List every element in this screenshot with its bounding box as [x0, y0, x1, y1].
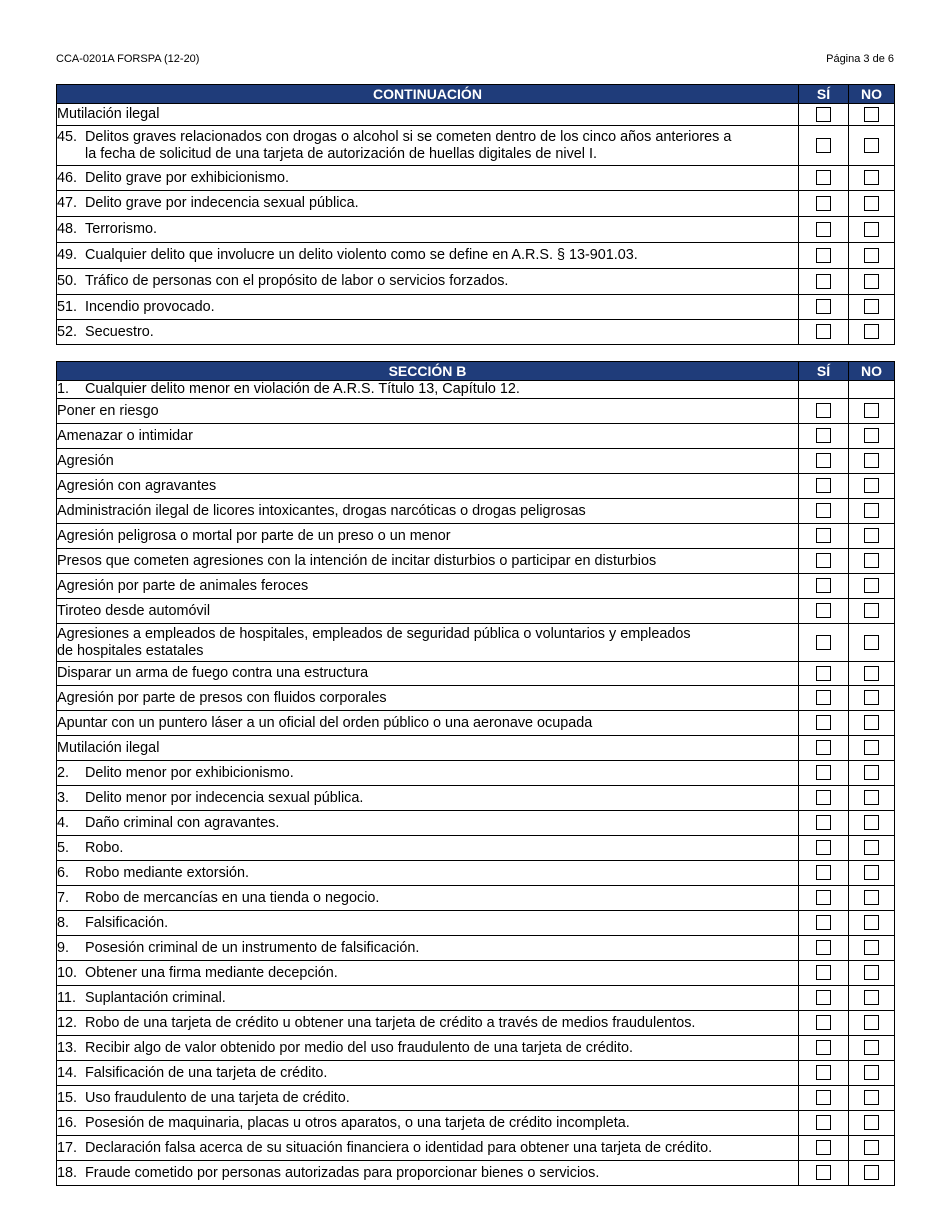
yes-checkbox[interactable] — [816, 666, 831, 681]
row-text: Uso fraudulento de una tarjeta de crédito. — [85, 1089, 350, 1106]
no-checkbox[interactable] — [864, 324, 879, 339]
yes-checkbox[interactable] — [816, 196, 831, 211]
yes-checkbox[interactable] — [816, 790, 831, 805]
no-checkbox[interactable] — [864, 196, 879, 211]
no-checkbox[interactable] — [864, 815, 879, 830]
yes-checkbox[interactable] — [816, 940, 831, 955]
no-checkbox[interactable] — [864, 1065, 879, 1080]
row-text: Tráfico de personas con el propósito de labor o servicios forzados. — [85, 273, 509, 289]
no-checkbox[interactable] — [864, 603, 879, 618]
row-number: 8. — [57, 914, 70, 931]
subitem-text: Administración ilegal de licores intoxicantes, drogas narcóticas o drogas peligrosas — [57, 499, 799, 524]
row-number: 48. — [57, 221, 78, 237]
yes-checkbox[interactable] — [816, 324, 831, 339]
yes-checkbox[interactable] — [816, 1115, 831, 1130]
no-checkbox[interactable] — [864, 528, 879, 543]
yes-checkbox[interactable] — [816, 503, 831, 518]
no-checkbox[interactable] — [864, 1040, 879, 1055]
yes-checkbox[interactable] — [816, 1090, 831, 1105]
row-text: Terrorismo. — [85, 221, 157, 237]
no-checkbox[interactable] — [864, 170, 879, 185]
table-row — [57, 295, 895, 320]
row-text: Incendio provocado. — [85, 298, 215, 315]
row-text: Declaración falsa acerca de su situación financiera o identidad para obtener una tarjeta de crédito. — [85, 1139, 713, 1156]
no-checkbox[interactable] — [864, 1115, 879, 1130]
table-row — [57, 1086, 895, 1111]
yes-checkbox[interactable] — [816, 453, 831, 468]
row-number: 4. — [57, 814, 70, 831]
no-checkbox[interactable] — [864, 715, 879, 730]
table-row — [57, 320, 895, 345]
list-item — [57, 736, 895, 761]
table-row — [57, 126, 895, 166]
section-b-header — [57, 362, 895, 381]
row-number: 1. — [57, 381, 70, 397]
yes-checkbox[interactable] — [816, 222, 831, 237]
row-text: Delito menor por indecencia sexual pública. — [85, 789, 364, 806]
subitem-text: Tiroteo desde automóvil — [57, 599, 799, 624]
row-number: 9. — [57, 939, 70, 956]
row-text: Delitos graves relacionados con drogas o alcohol si se cometen dentro de los cinco años anteriores a — [85, 128, 732, 145]
list-item — [57, 399, 895, 424]
row-text: Falsificación. — [85, 914, 169, 931]
row-number: 18. — [57, 1164, 78, 1181]
row-text: Cualquier delito que involucre un delito violento como se define en A.R.S. § 13-901.03. — [85, 247, 638, 263]
no-checkbox[interactable] — [864, 740, 879, 755]
list-item — [57, 424, 895, 449]
table-row — [57, 1136, 895, 1161]
section-a-header — [57, 85, 895, 104]
row-number: 51. — [57, 298, 78, 315]
row-number: 17. — [57, 1139, 78, 1156]
yes-checkbox[interactable] — [816, 635, 831, 650]
list-item — [57, 662, 895, 686]
table-row — [57, 961, 895, 986]
list-item — [57, 574, 895, 599]
subitem-text-continued: de hospitales estatales — [57, 642, 204, 659]
row-number: 49. — [57, 247, 78, 263]
no-column-header: NO — [849, 362, 895, 381]
no-checkbox[interactable] — [864, 765, 879, 780]
no-checkbox[interactable] — [864, 107, 879, 122]
list-item — [57, 624, 895, 662]
row-text: Obtener una firma mediante decepción. — [85, 964, 338, 981]
table-row — [57, 1011, 895, 1036]
list-item — [57, 499, 895, 524]
list-item — [57, 524, 895, 549]
yes-checkbox[interactable] — [816, 1140, 831, 1155]
table-row — [57, 836, 895, 861]
table-row — [57, 861, 895, 886]
table-row — [57, 811, 895, 836]
no-checkbox[interactable] — [864, 428, 879, 443]
row-text: Cualquier delito menor en violación de A.R.S. Título 13, Capítulo 12. — [85, 381, 520, 397]
yes-checkbox[interactable] — [816, 478, 831, 493]
subitem-text: Apuntar con un puntero láser a un oficial del orden público o una aeronave ocupada — [57, 711, 799, 736]
no-checkbox[interactable] — [864, 578, 879, 593]
table-row — [57, 986, 895, 1011]
yes-checkbox[interactable] — [816, 1065, 831, 1080]
yes-checkbox[interactable] — [816, 578, 831, 593]
no-checkbox[interactable] — [864, 915, 879, 930]
yes-checkbox[interactable] — [816, 1015, 831, 1030]
row-text: Recibir algo de valor obtenido por medio del uso fraudulento de una tarjeta de crédito. — [85, 1039, 633, 1056]
no-checkbox[interactable] — [864, 865, 879, 880]
table-row — [57, 243, 895, 269]
no-checkbox[interactable] — [864, 840, 879, 855]
row-number: 50. — [57, 273, 78, 289]
no-checkbox[interactable] — [864, 1090, 879, 1105]
yes-checkbox[interactable] — [816, 715, 831, 730]
yes-checkbox[interactable] — [816, 815, 831, 830]
yes-checkbox[interactable] — [816, 428, 831, 443]
subitem-text: Agresión con agravantes — [57, 474, 799, 499]
no-checkbox[interactable] — [864, 222, 879, 237]
row-number: 3. — [57, 789, 70, 806]
section-b-title: SECCIÓN B — [57, 362, 799, 381]
table-row — [57, 1061, 895, 1086]
no-checkbox[interactable] — [864, 940, 879, 955]
page-number: Página 3 de 6 — [826, 53, 894, 65]
row-number: 12. — [57, 1014, 78, 1031]
yes-checkbox[interactable] — [816, 765, 831, 780]
row-text: Fraude cometido por personas autorizadas para proporcionar bienes o servicios. — [85, 1164, 600, 1181]
subitem-text: Poner en riesgo — [57, 399, 799, 424]
row-text: Robo mediante extorsión. — [85, 864, 249, 881]
table-row — [57, 166, 895, 191]
row-number: 10. — [57, 964, 78, 981]
yes-checkbox[interactable] — [816, 915, 831, 930]
no-checkbox[interactable] — [864, 274, 879, 289]
yes-checkbox[interactable] — [816, 740, 831, 755]
table-row — [57, 786, 895, 811]
subitem-text: Agresión por parte de presos con fluidos corporales — [57, 686, 799, 711]
yes-checkbox[interactable] — [816, 299, 831, 314]
row-number: 16. — [57, 1114, 78, 1131]
table-row — [57, 1111, 895, 1136]
no-checkbox[interactable] — [864, 248, 879, 263]
row-number: 13. — [57, 1039, 78, 1056]
table-row — [57, 217, 895, 243]
no-checkbox[interactable] — [864, 1165, 879, 1180]
yes-checkbox[interactable] — [816, 248, 831, 263]
yes-checkbox[interactable] — [816, 690, 831, 705]
table-row — [57, 191, 895, 217]
no-checkbox[interactable] — [864, 299, 879, 314]
list-item — [57, 686, 895, 711]
table-row — [57, 911, 895, 936]
yes-checkbox[interactable] — [816, 553, 831, 568]
section-a-table — [56, 84, 895, 345]
yes-checkbox[interactable] — [816, 274, 831, 289]
yes-column-header: SÍ — [799, 85, 849, 104]
yes-checkbox[interactable] — [816, 603, 831, 618]
row-number: 6. — [57, 864, 70, 881]
list-item — [57, 449, 895, 474]
row-text: Posesión criminal de un instrumento de falsificación. — [85, 939, 420, 956]
yes-checkbox[interactable] — [816, 990, 831, 1005]
row-number: 47. — [57, 195, 78, 211]
row-text: Falsificación de una tarjeta de crédito. — [85, 1064, 328, 1081]
row-text: Robo. — [85, 839, 124, 856]
row-number: 52. — [57, 323, 78, 340]
no-checkbox[interactable] — [864, 890, 879, 905]
row-number: 14. — [57, 1064, 78, 1081]
no-checkbox[interactable] — [864, 1015, 879, 1030]
table-row — [57, 1161, 895, 1186]
no-checkbox[interactable] — [864, 503, 879, 518]
list-item — [57, 549, 895, 574]
row-text: Daño criminal con agravantes. — [85, 814, 280, 831]
table-row — [57, 269, 895, 295]
no-checkbox[interactable] — [864, 1140, 879, 1155]
yes-checkbox[interactable] — [816, 965, 831, 980]
row-number: 15. — [57, 1089, 78, 1106]
list-item — [57, 711, 895, 736]
yes-checkbox[interactable] — [816, 1165, 831, 1180]
yes-checkbox[interactable] — [816, 107, 831, 122]
row-number: 11. — [57, 989, 76, 1006]
list-item — [57, 599, 895, 624]
yes-checkbox[interactable] — [816, 840, 831, 855]
table-row — [57, 886, 895, 911]
row-text: Posesión de maquinaria, placas u otros aparatos, o una tarjeta de crédito incompleta. — [85, 1114, 630, 1131]
form-id: CCA-0201A FORSPA (12-20) — [56, 53, 200, 65]
table-row — [57, 1036, 895, 1061]
row-text: Delito grave por exhibicionismo. — [85, 169, 289, 186]
row-number: 7. — [57, 889, 70, 906]
yes-checkbox[interactable] — [816, 170, 831, 185]
yes-checkbox[interactable] — [816, 403, 831, 418]
no-checkbox[interactable] — [864, 453, 879, 468]
yes-checkbox[interactable] — [816, 528, 831, 543]
table-row — [57, 936, 895, 961]
yes-checkbox[interactable] — [816, 865, 831, 880]
table-row — [57, 761, 895, 786]
yes-checkbox[interactable] — [816, 138, 831, 153]
no-checkbox[interactable] — [864, 690, 879, 705]
table-row — [57, 104, 895, 126]
no-checkbox[interactable] — [864, 635, 879, 650]
no-column-header: NO — [849, 85, 895, 104]
row-text: Delito menor por exhibicionismo. — [85, 764, 294, 781]
row-text: Suplantación criminal. — [85, 989, 226, 1006]
subitem-text: Mutilación ilegal — [57, 736, 799, 761]
subitem-text: Agresión peligrosa o mortal por parte de un preso o un menor — [57, 524, 799, 549]
no-checkbox[interactable] — [864, 790, 879, 805]
list-item — [57, 474, 895, 499]
subitem-text: Agresión — [57, 449, 799, 474]
yes-column-header: SÍ — [799, 362, 849, 381]
no-checkbox[interactable] — [864, 478, 879, 493]
row-text: Secuestro. — [85, 323, 154, 340]
row-number: 5. — [57, 839, 70, 856]
no-checkbox[interactable] — [864, 666, 879, 681]
row-text-continued: la fecha de solicitud de una tarjeta de autorización de huellas digitales de nivel I. — [85, 145, 597, 162]
subitem-text: Disparar un arma de fuego contra una estructura — [57, 662, 799, 686]
section-b-table — [56, 361, 895, 1186]
row-number: 46. — [57, 169, 78, 186]
yes-checkbox[interactable] — [816, 890, 831, 905]
subitem-text: Agresión por parte de animales feroces — [57, 574, 799, 599]
subitem-text: Presos que cometen agresiones con la intención de incitar disturbios o participar en disturbios — [57, 549, 799, 574]
no-checkbox[interactable] — [864, 403, 879, 418]
subitem-text: Amenazar o intimidar — [57, 424, 799, 449]
row-number: 45. — [57, 128, 78, 145]
no-checkbox[interactable] — [864, 138, 879, 153]
row-text: Mutilación ilegal — [57, 104, 799, 126]
table-row — [57, 381, 895, 399]
row-text: Delito grave por indecencia sexual pública. — [85, 195, 359, 211]
subitem-text: Agresiones a empleados de hospitales, empleados de seguridad pública o voluntarios y empleados — [57, 625, 691, 642]
row-text: Robo de una tarjeta de crédito u obtener una tarjeta de crédito a través de medios fraudulentos. — [85, 1014, 696, 1031]
no-checkbox[interactable] — [864, 990, 879, 1005]
section-a-title: CONTINUACIÓN — [57, 85, 799, 104]
yes-checkbox[interactable] — [816, 1040, 831, 1055]
no-checkbox[interactable] — [864, 553, 879, 568]
row-text: Robo de mercancías en una tienda o negocio. — [85, 889, 380, 906]
row-number: 2. — [57, 764, 70, 781]
no-checkbox[interactable] — [864, 965, 879, 980]
